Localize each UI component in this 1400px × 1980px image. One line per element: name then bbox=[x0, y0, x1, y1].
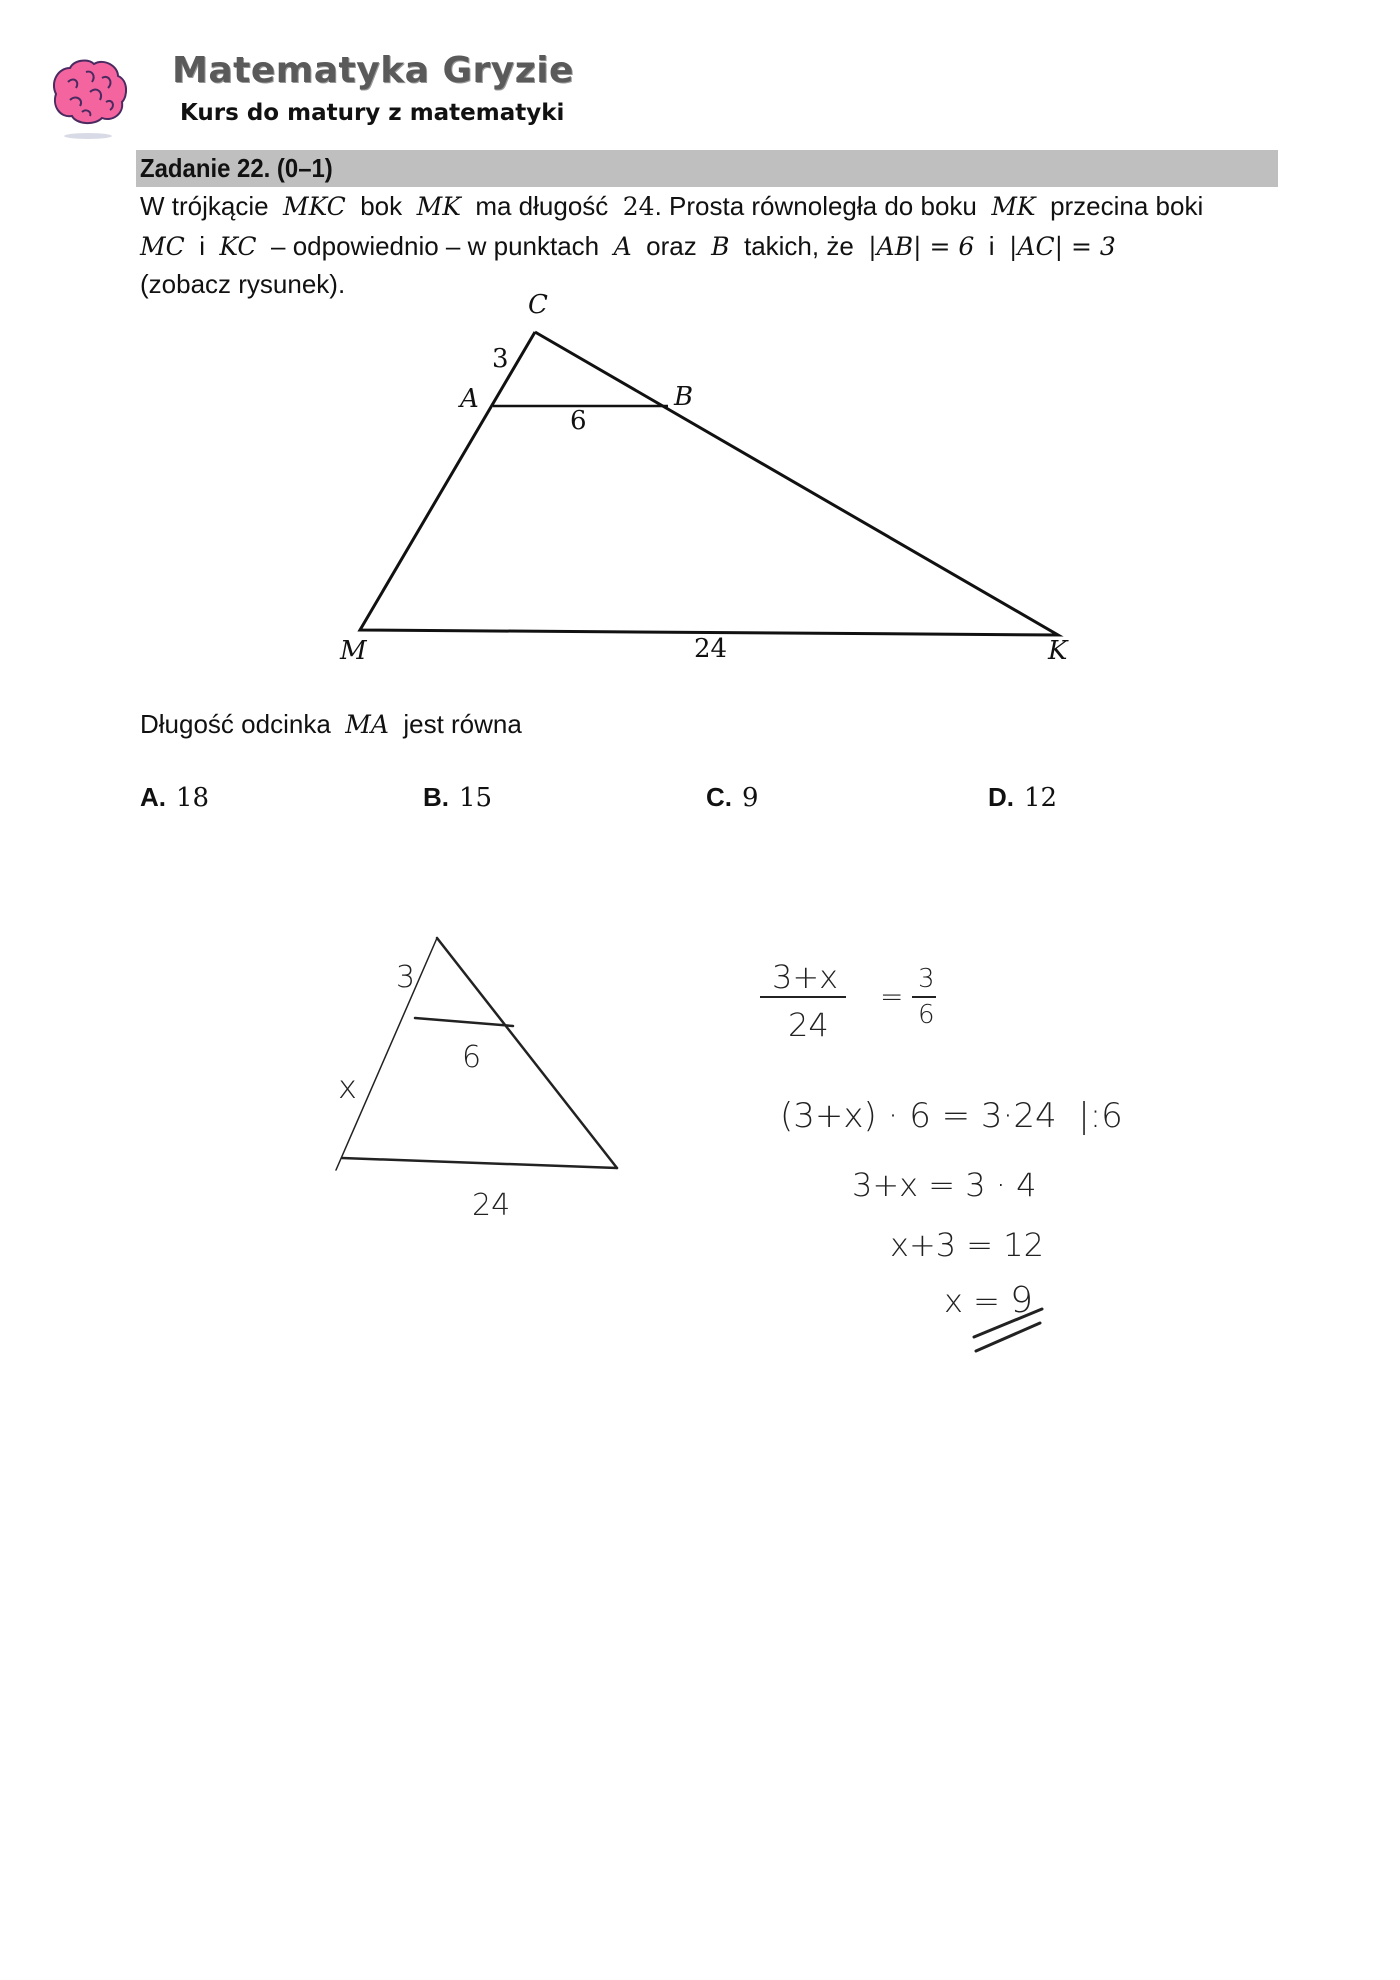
question-text: Długość odcinka MA jest równa bbox=[140, 709, 522, 739]
fraction-bar-2 bbox=[912, 996, 936, 998]
answer-option-b[interactable]: B. 15 bbox=[423, 782, 493, 813]
solution-line-5: x = 9 bbox=[944, 1280, 1033, 1321]
sketch-label-6: 6 bbox=[462, 1040, 482, 1075]
solution-fraction-1-numerator: 3+x bbox=[772, 958, 839, 996]
label-length-ac: 3 bbox=[492, 344, 509, 374]
problem-line-1: W trójkącie MKC bok MK ma długość 24. Prosta równoległa do boku MK przecina boki bbox=[140, 191, 1204, 221]
solution-line-4: x+3 = 12 bbox=[890, 1226, 1044, 1264]
label-length-mk: 24 bbox=[694, 634, 728, 664]
double-underline bbox=[970, 1305, 1050, 1355]
answer-option-d[interactable]: D. 12 bbox=[988, 782, 1058, 813]
label-vertex-m: M bbox=[340, 636, 367, 666]
solution-fraction-2-numerator: 3 bbox=[918, 964, 935, 994]
sketch-label-3: 3 bbox=[396, 960, 416, 995]
fraction-bar-1 bbox=[760, 996, 846, 998]
solution-equals-sign: = bbox=[880, 980, 904, 1013]
solution-fraction-1-denominator: 24 bbox=[788, 1006, 829, 1044]
final-answer: 9 bbox=[1010, 1280, 1033, 1321]
label-length-ab: 6 bbox=[570, 406, 587, 436]
solution-line-3: 3+x = 3 · 4 bbox=[852, 1166, 1037, 1204]
label-vertex-b: B bbox=[674, 382, 694, 412]
sketch-label-x: x bbox=[338, 1068, 357, 1106]
label-vertex-c: C bbox=[528, 290, 548, 320]
label-vertex-a: A bbox=[460, 384, 479, 414]
task-title: Zadanie 22. (0–1) bbox=[140, 153, 333, 183]
problem-line-2: MC i KC – odpowiednio – w punktach A oraz B takich, że |AB| = 6 i |AC| = 3 bbox=[140, 231, 1116, 261]
label-vertex-k: K bbox=[1048, 636, 1068, 666]
solution-line-2: (3+x) · 6 = 3·24 |:6 bbox=[780, 1096, 1123, 1136]
answer-option-a[interactable]: A. 18 bbox=[140, 782, 210, 813]
brand-title: Matematyka Gryzie bbox=[172, 50, 574, 91]
solution-fraction-2-denominator: 6 bbox=[918, 1000, 935, 1030]
brand-subtitle: Kurs do matury z matematyki bbox=[180, 100, 565, 126]
problem-line-3: (zobacz rysunek). bbox=[140, 269, 346, 299]
triangle-figure bbox=[0, 0, 1400, 700]
answer-option-c[interactable]: C. 9 bbox=[706, 782, 759, 813]
sketch-label-24: 24 bbox=[472, 1188, 511, 1223]
